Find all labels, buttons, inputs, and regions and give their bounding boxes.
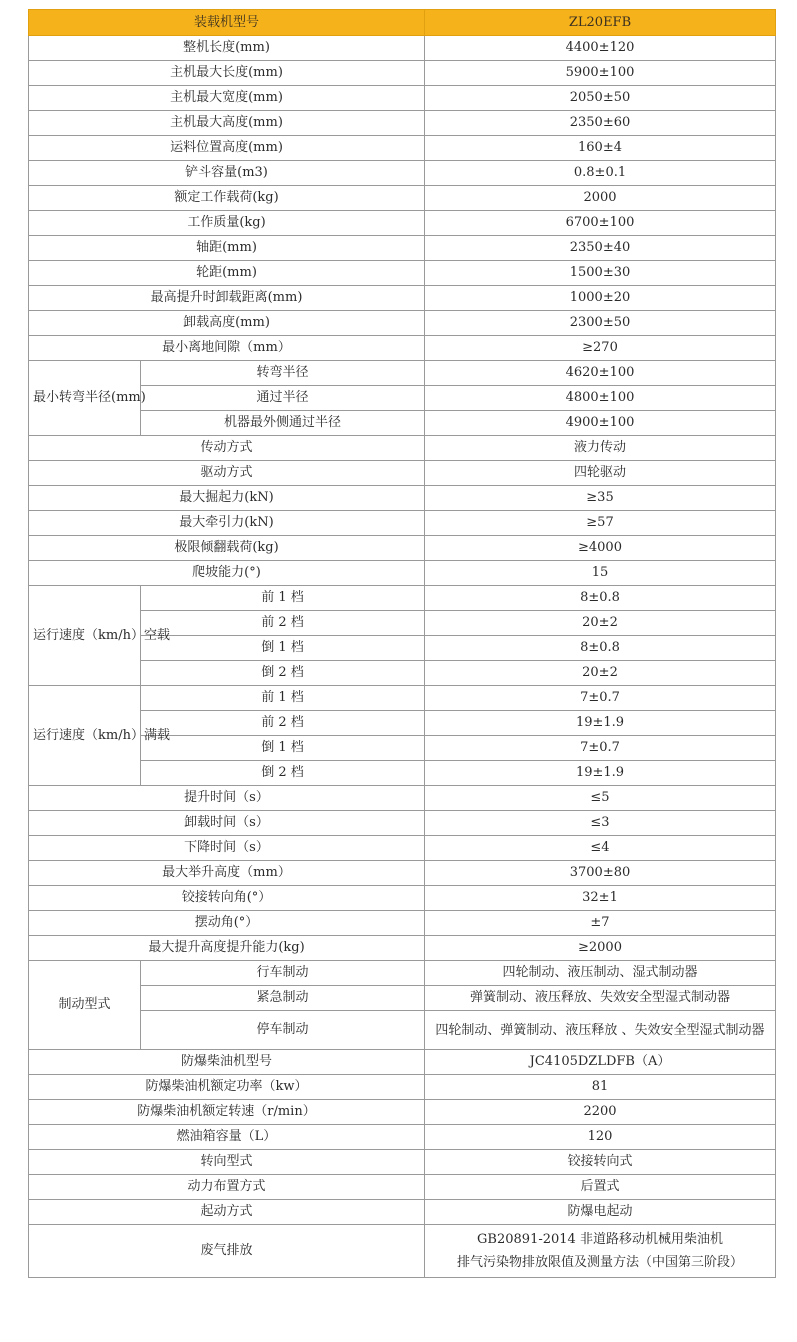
speed-empty-value: 8±0.8 (425, 636, 776, 661)
spec-table-container (28, 9, 775, 1278)
spec-row (29, 1125, 776, 1150)
spec-label: 最大举升高度（mm） (29, 861, 425, 886)
spec-row (29, 211, 776, 236)
turning-radius-sub-label: 通过半径 (141, 386, 425, 411)
spec-row (29, 811, 776, 836)
spec-label: 运料位置高度(mm) (29, 136, 425, 161)
spec-value: 2350±60 (425, 111, 776, 136)
turning-radius-value: 4800±100 (425, 386, 776, 411)
braking-sub-label: 停车制动 (141, 1011, 425, 1050)
spec-label: 主机最大宽度(mm) (29, 86, 425, 111)
spec-label: 爬坡能力(°) (29, 561, 425, 586)
spec-value: 3700±80 (425, 861, 776, 886)
spec-value: ≥2000 (425, 936, 776, 961)
spec-label: 摆动角(°） (29, 911, 425, 936)
turning-radius-sub-label: 转弯半径 (141, 361, 425, 386)
spec-value: 4400±120 (425, 36, 776, 61)
spec-label: 传动方式 (29, 436, 425, 461)
spec-row (29, 1075, 776, 1100)
speed-full-row (29, 761, 776, 786)
spec-label: 整机长度(mm) (29, 36, 425, 61)
braking-sub-label: 行车制动 (141, 961, 425, 986)
spec-label: 卸载时间（s） (29, 811, 425, 836)
spec-value: ±7 (425, 911, 776, 936)
spec-value: ≤4 (425, 836, 776, 861)
braking-value: 四轮制动、弹簧制动、液压释放 、失效安全型湿式制动器 (425, 1011, 776, 1050)
spec-row (29, 461, 776, 486)
spec-table (28, 9, 776, 1278)
spec-label: 主机最大高度(mm) (29, 111, 425, 136)
spec-row (29, 61, 776, 86)
spec-value: 6700±100 (425, 211, 776, 236)
spec-label: 防爆柴油机额定功率（kw） (29, 1075, 425, 1100)
spec-value: 160±4 (425, 136, 776, 161)
braking-sub-label: 紧急制动 (141, 986, 425, 1011)
speed-full-sub-label: 前 2 档 (141, 711, 425, 736)
spec-value: 四轮驱动 (425, 461, 776, 486)
spec-value: 1500±30 (425, 261, 776, 286)
spec-row (29, 336, 776, 361)
spec-row (29, 36, 776, 61)
braking-row (29, 1011, 776, 1050)
spec-value: 2050±50 (425, 86, 776, 111)
spec-row (29, 1175, 776, 1200)
speed-empty-sub-label: 倒 2 档 (141, 661, 425, 686)
speed-full-sub-label: 倒 2 档 (141, 761, 425, 786)
spec-label: 防爆柴油机额定转速（r/min） (29, 1100, 425, 1125)
spec-value: 铰接转向式 (425, 1150, 776, 1175)
spec-value: ≥270 (425, 336, 776, 361)
spec-value: ≥4000 (425, 536, 776, 561)
speed-empty-group-label: 运行速度（km/h）空载 (29, 586, 141, 686)
spec-row (29, 261, 776, 286)
emission-label: 废气排放 (29, 1225, 425, 1278)
speed-empty-sub-label: 前 2 档 (141, 611, 425, 636)
spec-label: 最高提升时卸载距离(mm) (29, 286, 425, 311)
speed-empty-value: 8±0.8 (425, 586, 776, 611)
spec-value: 2350±40 (425, 236, 776, 261)
turning-radius-value: 4900±100 (425, 411, 776, 436)
spec-value: 液力传动 (425, 436, 776, 461)
turning-radius-value: 4620±100 (425, 361, 776, 386)
spec-row (29, 511, 776, 536)
spec-label: 防爆柴油机型号 (29, 1050, 425, 1075)
emission-value (425, 1225, 776, 1278)
spec-row (29, 1200, 776, 1225)
spec-label: 驱动方式 (29, 461, 425, 486)
braking-value: 弹簧制动、液压释放、失效安全型湿式制动器 (425, 986, 776, 1011)
spec-row (29, 536, 776, 561)
spec-label: 铲斗容量(m3) (29, 161, 425, 186)
spec-value: 5900±100 (425, 61, 776, 86)
header-label: 装载机型号 (29, 10, 425, 36)
spec-row (29, 561, 776, 586)
spec-label: 起动方式 (29, 1200, 425, 1225)
turning-radius-row (29, 411, 776, 436)
speed-full-value: 19±1.9 (425, 761, 776, 786)
spec-row (29, 111, 776, 136)
spec-row (29, 786, 776, 811)
speed-full-sub-label: 倒 1 档 (141, 736, 425, 761)
spec-label: 燃油箱容量（L） (29, 1125, 425, 1150)
spec-label: 轴距(mm) (29, 236, 425, 261)
spec-value: 81 (425, 1075, 776, 1100)
spec-label: 卸载高度(mm) (29, 311, 425, 336)
spec-value: 32±1 (425, 886, 776, 911)
spec-label: 动力布置方式 (29, 1175, 425, 1200)
spec-value: 2000 (425, 186, 776, 211)
spec-row (29, 161, 776, 186)
spec-label: 最小离地间隙（mm） (29, 336, 425, 361)
header-model-value: ZL20EFB (425, 10, 776, 36)
turning-radius-group-label: 最小转弯半径(mm) (29, 361, 141, 436)
spec-label: 最大提升高度提升能力(kg) (29, 936, 425, 961)
spec-label: 额定工作载荷(kg) (29, 186, 425, 211)
spec-row (29, 886, 776, 911)
spec-value: ≤3 (425, 811, 776, 836)
speed-full-value: 19±1.9 (425, 711, 776, 736)
spec-row (29, 311, 776, 336)
spec-value: ≤5 (425, 786, 776, 811)
spec-row (29, 486, 776, 511)
spec-label: 极限倾翻载荷(kg) (29, 536, 425, 561)
braking-value: 四轮制动、液压制动、湿式制动器 (425, 961, 776, 986)
spec-label: 铰接转向角(°） (29, 886, 425, 911)
spec-value: ≥35 (425, 486, 776, 511)
spec-row (29, 186, 776, 211)
speed-empty-row (29, 586, 776, 611)
braking-row (29, 986, 776, 1011)
braking-group-label: 制动型式 (29, 961, 141, 1050)
spec-value: 120 (425, 1125, 776, 1150)
spec-label: 主机最大长度(mm) (29, 61, 425, 86)
spec-row (29, 1150, 776, 1175)
spec-row (29, 86, 776, 111)
header-row (29, 10, 776, 36)
spec-row (29, 136, 776, 161)
spec-value: ≥57 (425, 511, 776, 536)
speed-full-sub-label: 前 1 档 (141, 686, 425, 711)
emission-standard-line: GB20891-2014 非道路移动机械用柴油机 (477, 1232, 723, 1247)
emission-description-line: 排气污染物排放限值及测量方法（中国第三阶段） (456, 1255, 743, 1270)
spec-label: 提升时间（s） (29, 786, 425, 811)
spec-label: 轮距(mm) (29, 261, 425, 286)
speed-empty-sub-label: 前 1 档 (141, 586, 425, 611)
spec-value: 15 (425, 561, 776, 586)
speed-full-value: 7±0.7 (425, 686, 776, 711)
spec-row (29, 936, 776, 961)
braking-row (29, 961, 776, 986)
spec-value: 2200 (425, 1100, 776, 1125)
speed-empty-value: 20±2 (425, 661, 776, 686)
spec-label: 转向型式 (29, 1150, 425, 1175)
spec-label: 最大牵引力(kN) (29, 511, 425, 536)
speed-empty-sub-label: 倒 1 档 (141, 636, 425, 661)
spec-row (29, 911, 776, 936)
spec-row (29, 1100, 776, 1125)
emission-row (29, 1225, 776, 1278)
spec-label: 工作质量(kg) (29, 211, 425, 236)
spec-value: 0.8±0.1 (425, 161, 776, 186)
spec-row (29, 236, 776, 261)
spec-label: 最大掘起力(kN) (29, 486, 425, 511)
turning-radius-row (29, 361, 776, 386)
spec-row (29, 1050, 776, 1075)
spec-value: 2300±50 (425, 311, 776, 336)
speed-empty-value: 20±2 (425, 611, 776, 636)
spec-value: JC4105DZLDFB（A） (425, 1050, 776, 1075)
speed-empty-row (29, 661, 776, 686)
spec-table-body (29, 10, 776, 1278)
spec-label: 下降时间（s） (29, 836, 425, 861)
speed-full-row (29, 686, 776, 711)
spec-row (29, 861, 776, 886)
spec-value: 后置式 (425, 1175, 776, 1200)
spec-value: 防爆电起动 (425, 1200, 776, 1225)
speed-full-value: 7±0.7 (425, 736, 776, 761)
spec-row (29, 286, 776, 311)
spec-row (29, 836, 776, 861)
speed-full-group-label: 运行速度（km/h）满载 (29, 686, 141, 786)
spec-value: 1000±20 (425, 286, 776, 311)
spec-row (29, 436, 776, 461)
turning-radius-sub-label: 机器最外侧通过半径 (141, 411, 425, 436)
